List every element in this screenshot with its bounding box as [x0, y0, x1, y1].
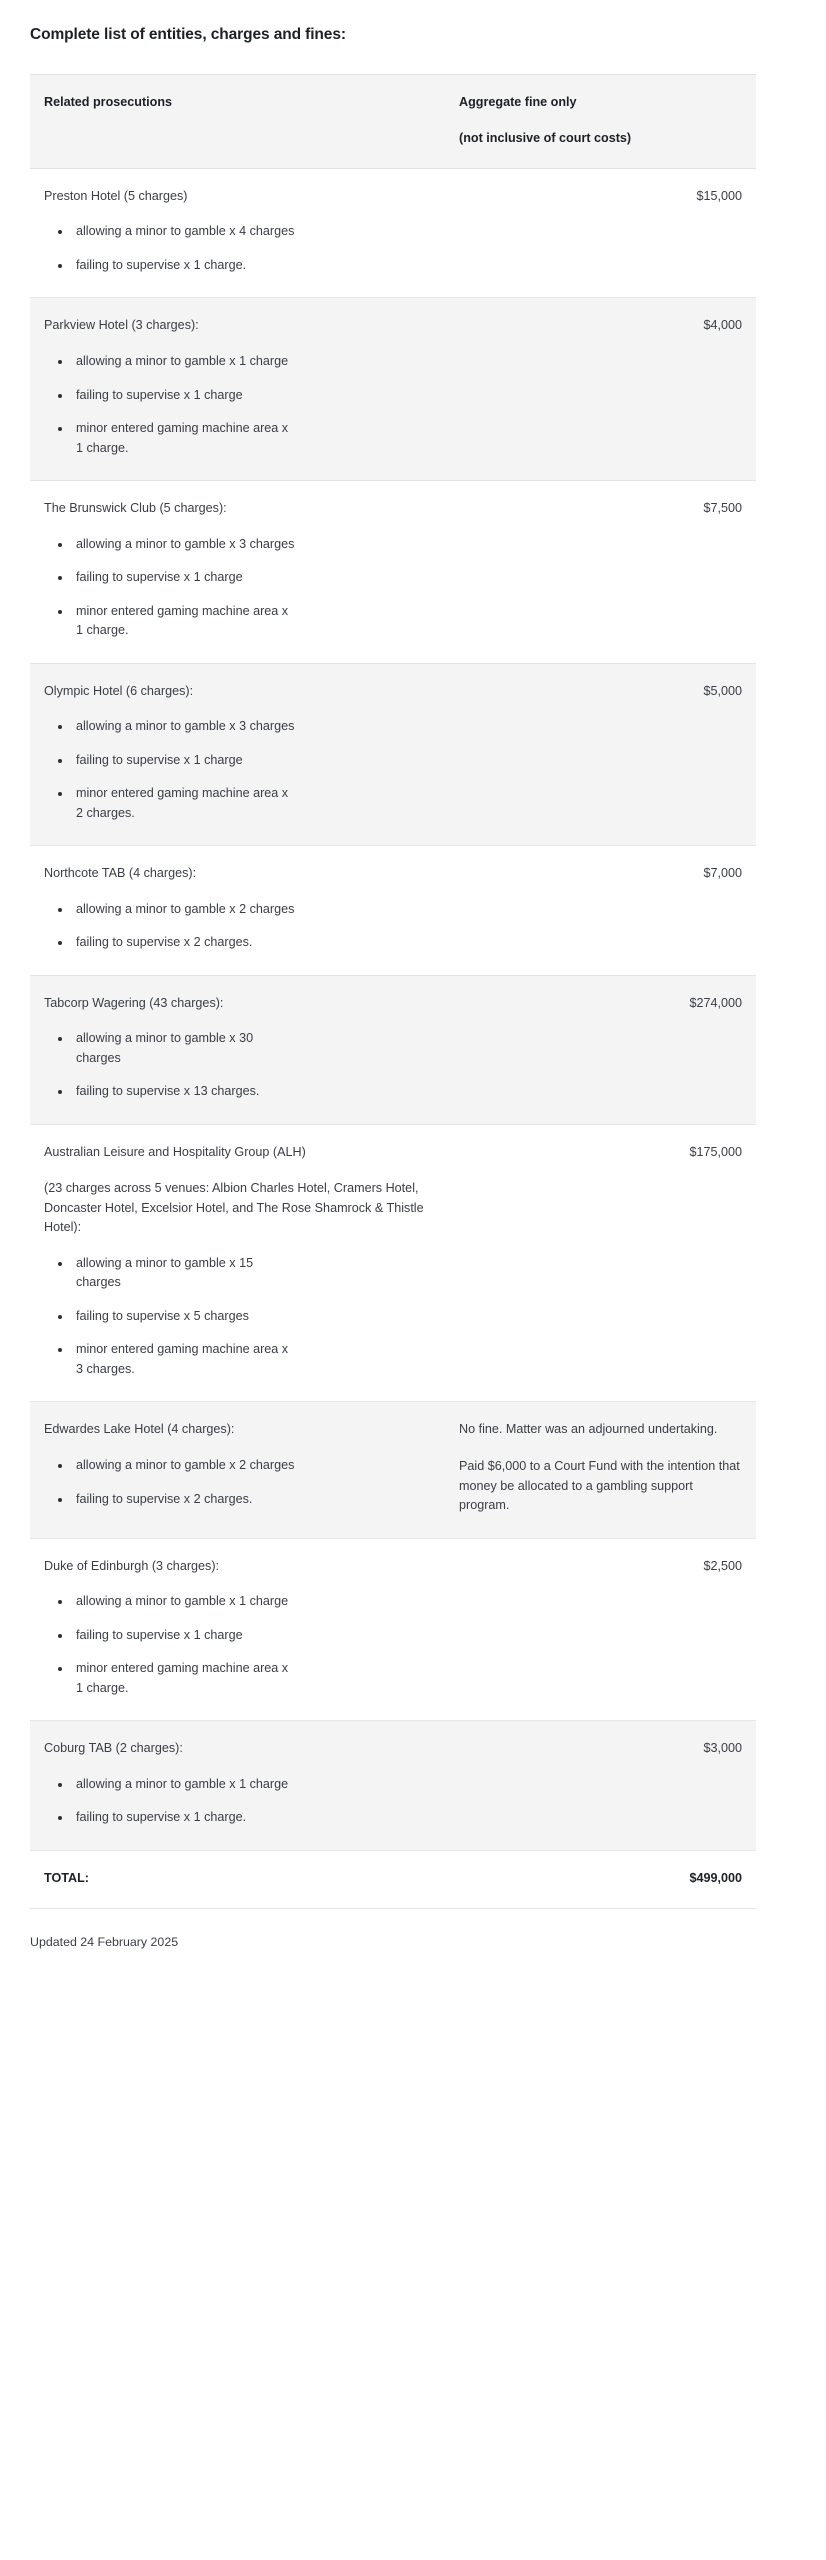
fine-cell [445, 168, 756, 298]
prosecution-cell [30, 1721, 445, 1851]
charge-list [44, 352, 431, 458]
charge-item: allowing a minor to gamble x 4 charges [76, 222, 296, 242]
total-row [30, 1850, 756, 1909]
column-header-aggregate-fine-sublabel: (not inclusive of court costs) [459, 131, 632, 146]
fine-amount: $2,500 [703, 1558, 742, 1573]
table-row [30, 1124, 756, 1402]
charge-item: minor entered gaming machine area x 1 charge. [76, 602, 296, 641]
charge-item: allowing a minor to gamble x 15 charges [76, 1254, 296, 1293]
charge-list [44, 222, 431, 275]
table-row [30, 663, 756, 846]
table-row [30, 975, 756, 1124]
fine-cell [445, 1721, 756, 1851]
entity-name: Edwardes Lake Hotel (4 charges): [44, 1422, 235, 1437]
table-row [30, 846, 756, 976]
fine-amount: $4,000 [703, 318, 742, 333]
charge-list [44, 1592, 431, 1698]
fine-cell [445, 298, 756, 481]
entity-name: Coburg TAB (2 charges): [44, 1741, 183, 1756]
column-header-aggregate-fine [445, 75, 756, 169]
fine-amount: $175,000 [689, 1144, 742, 1159]
charge-item: failing to supervise x 1 charge. [76, 256, 296, 276]
charge-list [44, 1029, 431, 1102]
fine-amount: $5,000 [703, 683, 742, 698]
table-header-row [30, 75, 756, 169]
total-value-cell [445, 1850, 756, 1909]
charge-item: allowing a minor to gamble x 2 charges [76, 1456, 296, 1476]
charge-item: allowing a minor to gamble x 2 charges [76, 900, 296, 920]
charge-list [44, 1775, 431, 1828]
prosecution-cell [30, 975, 445, 1124]
fine-note-paragraph: Paid $6,000 to a Court Fund with the intention that money be allocated to a gambling support program. [459, 1458, 740, 1513]
charge-item: failing to supervise x 1 charge [76, 751, 296, 771]
fine-cell [445, 1538, 756, 1721]
prosecution-cell [30, 168, 445, 298]
charge-item: allowing a minor to gamble x 30 charges [76, 1029, 296, 1068]
table-body [30, 168, 756, 1908]
prosecution-cell [30, 663, 445, 846]
fines-table [30, 74, 756, 1909]
charge-list [44, 535, 431, 641]
charge-item: minor entered gaming machine area x 2 charges. [76, 784, 296, 823]
charge-item: failing to supervise x 1 charge. [76, 1808, 296, 1828]
charge-item: minor entered gaming machine area x 1 charge. [76, 1659, 296, 1698]
charge-list [44, 717, 431, 823]
charge-item: failing to supervise x 2 charges. [76, 1490, 296, 1510]
prosecution-cell [30, 846, 445, 976]
total-label: TOTAL: [44, 1870, 89, 1885]
page-title: Complete list of entities, charges and fines: [30, 26, 346, 43]
table-row [30, 298, 756, 481]
charge-item: failing to supervise x 2 charges. [76, 933, 296, 953]
total-value: $499,000 [689, 1870, 742, 1885]
prosecution-cell [30, 481, 445, 664]
prosecution-cell [30, 298, 445, 481]
table-row [30, 1538, 756, 1721]
charge-item: failing to supervise x 13 charges. [76, 1082, 296, 1102]
fine-amount: $274,000 [689, 995, 742, 1010]
column-header-related-prosecutions-label: Related prosecutions [44, 95, 173, 109]
charge-item: allowing a minor to gamble x 1 charge [76, 1775, 296, 1795]
table-row [30, 168, 756, 298]
charge-item: allowing a minor to gamble x 1 charge [76, 1592, 296, 1612]
fine-amount: $7,000 [703, 866, 742, 881]
fine-cell [445, 975, 756, 1124]
charge-item: minor entered gaming machine area x 1 charge. [76, 419, 296, 458]
prosecution-cell [30, 1538, 445, 1721]
fine-amount: $7,500 [703, 501, 742, 516]
column-header-related-prosecutions [30, 75, 445, 169]
fine-cell [445, 481, 756, 664]
charge-list [44, 1254, 431, 1380]
table-row [30, 481, 756, 664]
charge-item: allowing a minor to gamble x 1 charge [76, 352, 296, 372]
fine-cell [445, 1124, 756, 1402]
fine-cell [445, 1402, 756, 1538]
entity-name: Preston Hotel (5 charges) [44, 188, 188, 203]
entity-name: Duke of Edinburgh (3 charges): [44, 1558, 220, 1573]
entity-name: Northcote TAB (4 charges): [44, 866, 197, 881]
entity-name: Tabcorp Wagering (43 charges): [44, 995, 224, 1010]
updated-date: Updated 24 February 2025 [30, 1935, 179, 1950]
entity-name: Olympic Hotel (6 charges): [44, 683, 194, 698]
table-row [30, 1721, 756, 1851]
column-header-aggregate-fine-label: Aggregate fine only [459, 95, 577, 109]
charge-item: failing to supervise x 1 charge [76, 1626, 296, 1646]
fine-cell [445, 846, 756, 976]
table-row [30, 1402, 756, 1538]
charge-item: allowing a minor to gamble x 3 charges [76, 535, 296, 555]
charge-item: failing to supervise x 1 charge [76, 568, 296, 588]
fine-cell [445, 663, 756, 846]
entity-venue-detail: (23 charges across 5 venues: Albion Charles Hotel, Cramers Hotel, Doncaster Hotel, Excelsior Hotel, and The Rose Shamrock & Thistle Hotel): [44, 1181, 424, 1235]
entity-name: The Brunswick Club (5 charges): [44, 501, 227, 516]
fine-amount: $3,000 [703, 1741, 742, 1756]
total-label-cell [30, 1850, 445, 1909]
charge-list [44, 1456, 431, 1509]
entity-name: Australian Leisure and Hospitality Group (ALH) [44, 1144, 306, 1159]
charge-item: failing to supervise x 5 charges [76, 1307, 296, 1327]
prosecution-cell [30, 1402, 445, 1538]
charge-item: allowing a minor to gamble x 3 charges [76, 717, 296, 737]
table-header [30, 75, 756, 169]
charge-item: failing to supervise x 1 charge [76, 386, 296, 406]
charge-list [44, 900, 431, 953]
charge-item: minor entered gaming machine area x 3 charges. [76, 1340, 296, 1379]
entity-name: Parkview Hotel (3 charges): [44, 318, 199, 333]
prosecution-cell [30, 1124, 445, 1402]
fine-amount: $15,000 [696, 188, 742, 203]
fine-note-paragraph: No fine. Matter was an adjourned undertaking. [459, 1422, 718, 1437]
